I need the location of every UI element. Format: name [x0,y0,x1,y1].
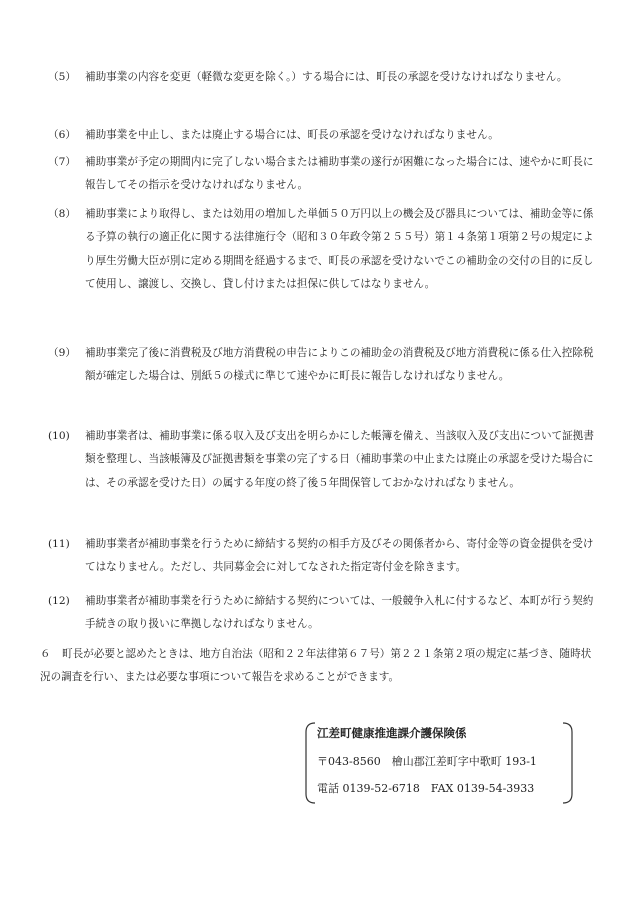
list-item [48,533,596,580]
item-text: 補助事業を中止し、または廃止する場合には、町長の承認を受けなければなりません。 [85,129,499,141]
item-text: 補助事業完了後に消費税及び地方消費税の申告によりこの補助金の消費税及び地方消費税に係る仕入控除税額が確定した場合は、別紙５の様式に準じて速やかに町長に報告しなければなりません。 [85,347,594,383]
item-text: 補助事業者が補助事業を行うために締結する契約については、一般競争入札に付するなど、本町が行う契約手続きの取り扱いに準拠しなければなりません。 [85,595,594,631]
contact-box [305,722,573,804]
item-number: （7） [48,156,76,168]
item-number: （6） [48,129,76,141]
paragraph-text: 町長が必要と認めたときは、地方自治法（昭和２２年法律第６７号）第２２１条第２項の規定に基づき、随時状況の調査を行い、または必要な事項について報告を求めることができます。 [40,648,592,684]
item-number: （5） [48,71,76,83]
list-item [48,342,596,389]
paragraph-number: ６ [40,648,51,660]
contact-address: 〒043-8560 檜山郡江差町字中歌町 193-1 [317,755,537,768]
list-item [48,66,596,89]
list-item [48,151,596,198]
paragraph-6 [40,643,600,690]
item-text: 補助事業者が補助事業を行うために締結する契約の相手方及びその関係者から、寄付金等の資金提供を受けてはなりません。ただし、共同募金会に対してなされた指定寄付金を除きます。 [85,538,594,574]
list-item [48,203,596,296]
item-text: 補助事業が予定の期間内に完了しない場合または補助事業の遂行が困難になった場合には、速やかに町長に報告してその指示を受けなければなりません。 [85,156,594,192]
item-number: (10) [48,430,70,442]
list-item [48,124,596,147]
item-number: (12) [48,595,70,607]
contact-phone: 電話 0139-52-6718 FAX 0139-54-3933 [317,782,535,795]
list-item [48,425,596,495]
item-number: （9） [48,347,76,359]
list-item [48,590,596,637]
item-number: (11) [48,538,70,550]
item-text: 補助事業の内容を変更（軽微な変更を除く。）する場合には、町長の承認を受けなければなりません。 [85,71,568,83]
contact-department: 江差町健康推進課介護保険係 [317,726,467,740]
item-number: （8） [48,208,76,220]
item-text: 補助事業者は、補助事業に係る収入及び支出を明らかにした帳簿を備え、当該収入及び支出について証拠書類を整理し、当該帳簿及び証拠書類を事業の完了する日（補助事業の中止または廃止の承認を受けた場合には、その承認を受けた日）の属する年度の終了後５年間保管しておかなければなりません。 [85,430,594,489]
item-text: 補助事業により取得し、または効用の増加した単価５０万円以上の機会及び器具については、補助金等に係る予算の執行の適正化に関する法律施行令（昭和３０年政令第２５５号）第１４条第１項第２号の規定により厚生労働大臣が別に定める期間を経過するまで、町長の承認を受けないでこの補助金の交付の目的に反して使用し、譲渡し、交換し、貸し付けまたは担保に供してはなりません。 [85,208,594,290]
